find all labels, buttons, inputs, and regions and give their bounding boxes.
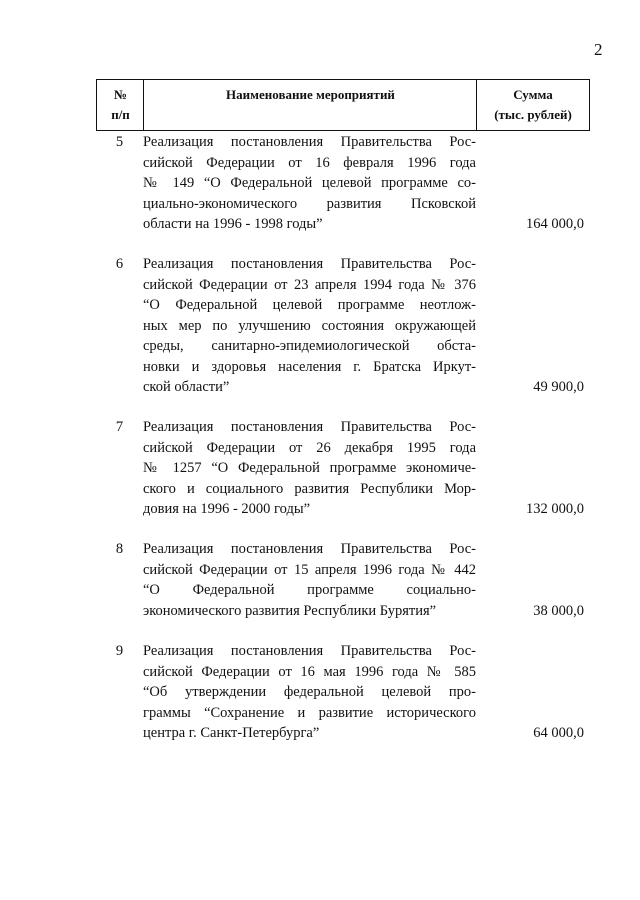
description-line: сийской Федерации от 16 февраля 1996 года [143,154,476,171]
description-line: № 1257 “О Федеральной программе экономиче- [143,460,476,476]
header-cell-number [96,79,144,131]
description-line: циально-экономического развития Псковской [143,195,476,212]
header-name-label: Наименование мероприятий [226,87,395,102]
description-line: “О Федеральной целевой программе неотлож- [143,297,476,313]
description-line: ных мер по улучшению состояния окружающей [143,317,476,334]
description-line: сийской Федерации от 15 апреля 1996 года № 442 [143,561,476,578]
description-line: № 149 “О Федеральной целевой программе со- [143,175,476,191]
description-line: граммы “Сохранение и развитие исторического [143,704,476,721]
description-line: Реализация постановления Правительства Рос- [143,419,476,435]
row-number: 8 [115,541,124,557]
header-number-line-1: № [113,87,128,102]
header-sum-line-1: Сумма [513,87,553,102]
row-number: 6 [115,256,124,272]
row-description [143,641,476,744]
header-cell-name [143,79,477,131]
row-sum: 49 900,0 [533,379,584,395]
description-line: сийской Федерации от 16 мая 1996 года № 585 [143,663,476,680]
description-line: сийской Федерации от 23 апреля 1994 года № 376 [143,276,476,293]
header-number-line-2: п/п [111,107,130,122]
description-line: ской области” [143,379,230,395]
description-line: новки и здоровья населения г. Братска Иркут- [143,358,476,375]
row-sum: 64 000,0 [533,725,584,741]
description-line: сийской Федерации от 26 декабря 1995 года [143,439,476,456]
description-line: Реализация постановления Правительства Рос- [143,541,476,557]
description-line: “О Федеральной программе социально- [143,582,476,598]
description-line: экономического развития Республики Бурятия” [143,602,437,619]
description-line: “Об утверждении федеральной целевой про- [143,684,476,700]
description-line: Реализация постановления Правительства Рос- [143,643,476,659]
row-sum: 38 000,0 [533,602,584,619]
description-line: среды, санитарно-эпидемиологической обста- [143,338,476,354]
row-description [143,417,476,520]
description-line: Реализация постановления Правительства Рос- [143,134,476,150]
row-sum: 132 000,0 [526,501,584,517]
row-description [143,254,476,398]
description-line: ского и социального развития Республики Мор- [143,480,476,497]
row-sum: 164 000,0 [526,216,584,232]
row-description [143,539,476,621]
row-number: 7 [115,419,124,435]
description-line: довия на 1996 - 2000 годы” [143,501,311,517]
description-line: центра г. Санкт-Петербурга” [143,725,320,741]
header-sum-line-2: (тыс. рублей) [494,107,572,122]
description-line: области на 1996 - 1998 годы” [143,216,323,232]
row-description [143,132,476,235]
row-number: 5 [115,134,124,150]
header-cell-sum [476,79,590,131]
row-number: 9 [115,643,124,659]
description-line: Реализация постановления Правительства Рос- [143,256,476,272]
page-number: 2 [594,40,603,59]
